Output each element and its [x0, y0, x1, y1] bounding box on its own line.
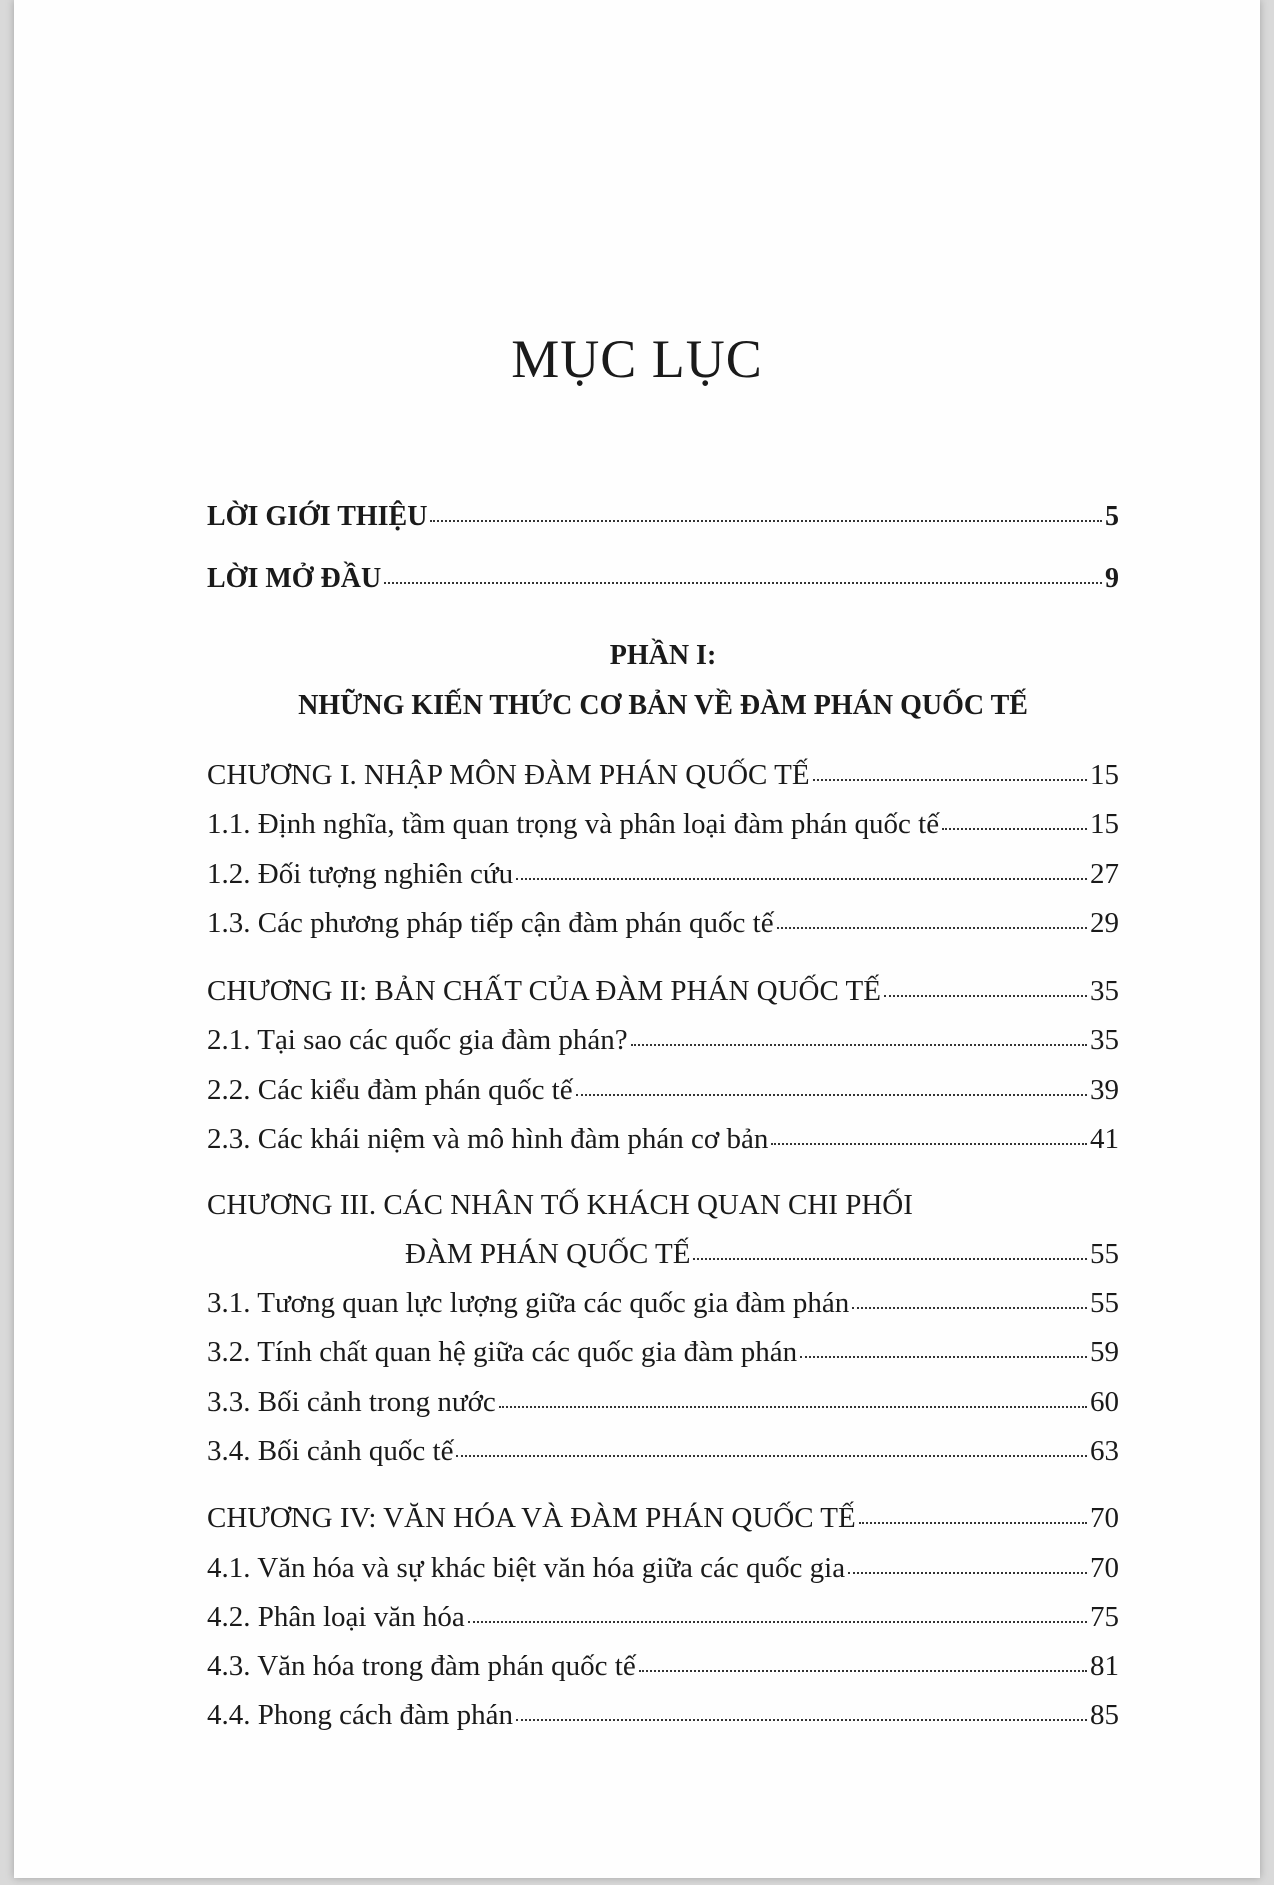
toc-entry-label: 3.2. Tính chất quan hệ giữa các quốc gia đàm phán — [207, 1336, 798, 1368]
toc-section — [207, 1697, 1119, 1733]
toc-entry-label: CHƯƠNG II: BẢN CHẤT CỦA ĐÀM PHÁN QUỐC TẾ — [207, 975, 881, 1007]
toc-page-number: 55 — [1090, 1238, 1119, 1270]
dot-leader — [942, 828, 1087, 830]
dot-leader — [852, 1307, 1087, 1309]
toc-page-number: 39 — [1090, 1074, 1119, 1106]
dot-leader — [456, 1455, 1087, 1457]
toc-section — [207, 856, 1119, 892]
toc-entry-label: 3.4. Bối cảnh quốc tế — [207, 1435, 454, 1467]
part-heading: PHẦN I: — [609, 640, 717, 671]
toc-page-number: 5 — [1105, 501, 1119, 532]
toc-entry-label: 1.1. Định nghĩa, tầm quan trọng và phân loại đàm phán quốc tế — [207, 808, 940, 840]
toc-entry-label: 4.4. Phong cách đàm phán — [207, 1699, 514, 1731]
toc-page-number: 75 — [1090, 1601, 1119, 1633]
dot-leader — [516, 878, 1087, 880]
toc-section — [207, 1433, 1119, 1469]
toc-section — [207, 806, 1119, 842]
page-title: MỤC LỤC — [511, 329, 763, 389]
toc-section — [207, 1285, 1119, 1321]
toc-entry-label: 3.1. Tương quan lực lượng giữa các quốc gia đàm phán — [207, 1287, 850, 1319]
dot-leader — [639, 1670, 1087, 1672]
toc-entry-label: 2.2. Các kiểu đàm phán quốc tế — [207, 1074, 573, 1106]
dot-leader — [693, 1258, 1087, 1260]
toc-page-number: 81 — [1090, 1650, 1119, 1682]
dot-leader — [800, 1356, 1087, 1358]
toc-page-number: 70 — [1090, 1502, 1119, 1534]
toc-entry-label: 4.3. Văn hóa trong đàm phán quốc tế — [207, 1650, 636, 1682]
dot-leader — [884, 995, 1087, 997]
dot-leader — [499, 1406, 1087, 1408]
toc-section — [207, 905, 1119, 941]
toc-page-number: 9 — [1105, 563, 1119, 594]
dot-leader — [777, 927, 1087, 929]
dot-leader — [813, 779, 1087, 781]
toc-entry-label: CHƯƠNG I. NHẬP MÔN ĐÀM PHÁN QUỐC TẾ — [207, 759, 810, 791]
toc-page-number: 41 — [1090, 1123, 1119, 1155]
dot-leader — [631, 1044, 1087, 1046]
toc-page-number: 70 — [1090, 1552, 1119, 1584]
dot-leader — [576, 1094, 1087, 1096]
toc-entry-front — [207, 499, 1119, 535]
toc-entry-label: 4.1. Văn hóa và sự khác biệt văn hóa giữa các quốc gia — [207, 1552, 846, 1584]
dot-leader — [516, 1719, 1087, 1721]
toc-entry-label: 2.1. Tại sao các quốc gia đàm phán? — [207, 1024, 628, 1056]
toc-entry-front — [207, 561, 1119, 597]
toc-section — [207, 1384, 1119, 1420]
toc-chapter — [207, 1500, 1119, 1536]
toc-page-number: 35 — [1090, 975, 1119, 1007]
toc-page-number: 35 — [1090, 1024, 1119, 1056]
toc-entry-label: 1.2. Đối tượng nghiên cứu — [207, 858, 514, 890]
toc-page-number: 15 — [1090, 759, 1119, 791]
toc-section — [207, 1550, 1119, 1586]
toc-entry-label: CHƯƠNG IV: VĂN HÓA VÀ ĐÀM PHÁN QUỐC TẾ — [207, 1502, 856, 1534]
dot-leader — [468, 1621, 1087, 1623]
toc-section — [207, 1022, 1119, 1058]
part-subheading: NHỮNG KIẾN THỨC CƠ BẢN VỀ ĐÀM PHÁN QUỐC TẾ — [298, 690, 1028, 721]
toc-chapter — [207, 757, 1119, 793]
dot-leader — [848, 1572, 1087, 1574]
toc-entry-label: LỜI GIỚI THIỆU — [207, 501, 428, 532]
toc-section — [207, 1072, 1119, 1108]
toc-page-number: 59 — [1090, 1336, 1119, 1368]
toc-page-number: 27 — [1090, 858, 1119, 890]
toc-page-number: 29 — [1090, 907, 1119, 939]
toc-page-number: 15 — [1090, 808, 1119, 840]
toc-chapter — [207, 973, 1119, 1009]
toc-section — [207, 1599, 1119, 1635]
toc-page-number: 55 — [1090, 1287, 1119, 1319]
toc-entry-label: 3.3. Bối cảnh trong nước — [207, 1386, 496, 1418]
dot-leader — [859, 1522, 1087, 1524]
toc-entry-label: 1.3. Các phương pháp tiếp cận đàm phán quốc tế — [207, 907, 774, 939]
toc-entry-label: 2.3. Các khái niệm và mô hình đàm phán cơ bản — [207, 1123, 769, 1155]
toc-entry-label: 4.2. Phân loại văn hóa — [207, 1601, 465, 1633]
toc-page-number: 60 — [1090, 1386, 1119, 1418]
toc-entry-label: ĐÀM PHÁN QUỐC TẾ — [405, 1238, 691, 1270]
toc-chapter-line1: CHƯƠNG III. CÁC NHÂN TỐ KHÁCH QUAN CHI PHỐI — [207, 1189, 913, 1221]
toc-section — [207, 1121, 1119, 1157]
dot-leader — [771, 1143, 1087, 1145]
toc-page-number: 63 — [1090, 1435, 1119, 1467]
dot-leader — [430, 520, 1102, 522]
toc-section — [207, 1334, 1119, 1370]
toc-chapter — [207, 1236, 1119, 1272]
dot-leader — [384, 582, 1102, 584]
toc-section — [207, 1648, 1119, 1684]
document-page — [14, 0, 1260, 1878]
toc-entry-label: LỜI MỞ ĐẦU — [207, 563, 382, 594]
toc-page-number: 85 — [1090, 1699, 1119, 1731]
